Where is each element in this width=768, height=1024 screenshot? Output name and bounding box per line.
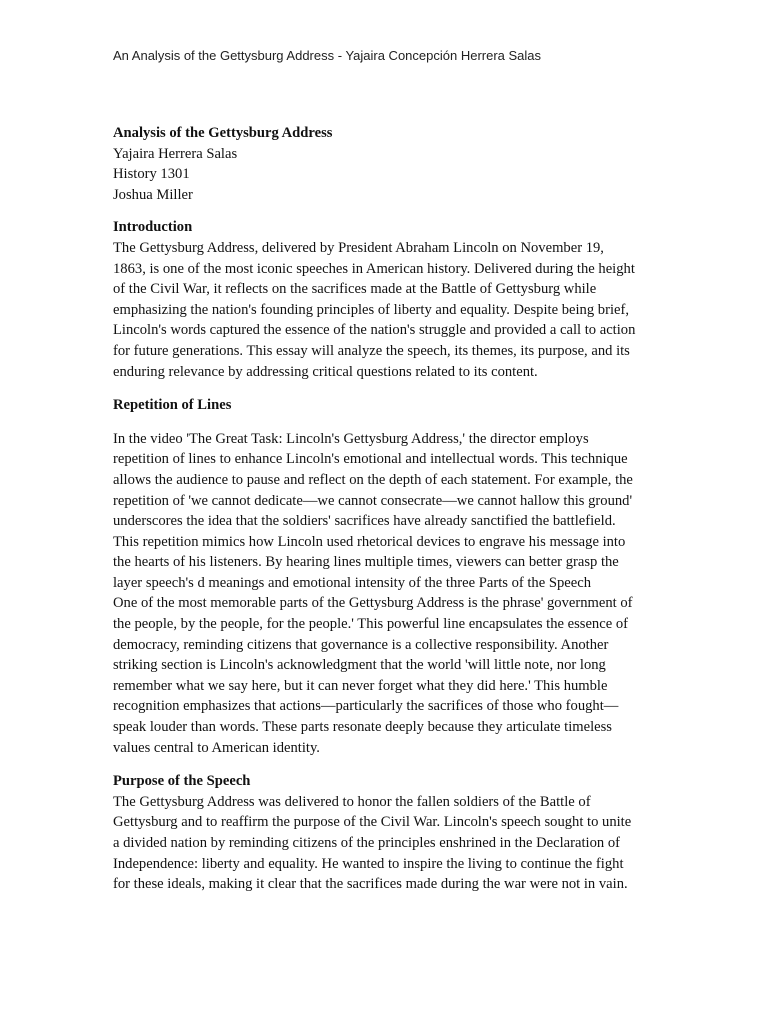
- repetition-heading: Repetition of Lines: [113, 397, 232, 414]
- paragraph-line: repetition of lines to enhance Lincoln's emotional and intellectual words. This technique: [113, 451, 628, 468]
- author-name: Yajaira Herrera Salas: [113, 145, 238, 162]
- paragraph-line: repetition of 'we cannot dedicate—we cannot consecrate—we cannot hallow this ground': [113, 492, 633, 509]
- paragraph-line: a divided nation by reminding citizens of the principles enshrined in the Declaration of: [113, 835, 620, 851]
- paragraph-line: speak louder than words. These parts resonate deeply because they articulate timeless: [113, 719, 612, 736]
- paragraph-line: allows the audience to pause and reflect on the depth of each statement. For example, the: [113, 471, 633, 488]
- paragraph-line: for these ideals, making it clear that the sacrifices made during the war were not in vain.: [113, 876, 628, 893]
- paragraph-line: Lincoln's words captured the essence of the nation's struggle and provided a call to action: [113, 322, 636, 339]
- paragraph-line: recognition emphasizes that actions—particularly the sacrifices of those who fought—: [113, 698, 619, 715]
- introduction-heading: Introduction: [113, 219, 193, 236]
- paragraph-line: Independence: liberty and equality. He wanted to inspire the living to continue the fight: [113, 855, 624, 872]
- paragraph-line: the hearts of his listeners. By hearing lines multiple times, viewers can better grasp the: [113, 554, 619, 571]
- repetition-paragraph: [113, 429, 658, 759]
- repetition-section: [113, 395, 658, 758]
- paragraph-line: for future generations. This essay will analyze the speech, its themes, its purpose, and its: [113, 342, 630, 359]
- document-title: Analysis of the Gettysburg Address: [113, 125, 333, 141]
- introduction-paragraph: [113, 238, 658, 382]
- paragraph-line: striking section is Lincoln's acknowledgment that the world 'will little note, nor long: [113, 657, 606, 674]
- document-body: [113, 123, 658, 895]
- paragraph-line: This repetition mimics how Lincoln used rhetorical devices to engrave his message into: [113, 533, 626, 550]
- paragraph-line: remember what we say here, but it can never forget what they did here.' This humble: [113, 677, 608, 694]
- paragraph-line: One of the most memorable parts of the Gettysburg Address is the phrase' government of: [113, 595, 633, 612]
- running-header: An Analysis of the Gettysburg Address - Yajaira Concepción Herrera Salas: [113, 48, 542, 63]
- paragraph-line: In the video 'The Great Task: Lincoln's Gettysburg Address,' the director employs: [113, 430, 589, 447]
- title-block: [113, 123, 658, 205]
- paragraph-line: enduring relevance by addressing critical questions related to its content.: [113, 363, 538, 380]
- course-name: History 1301: [113, 166, 190, 183]
- paragraph-line: of the Civil War, it reflects on the sacrifices made at the Battle of Gettysburg while: [113, 281, 597, 298]
- purpose-heading: Purpose of the Speech: [113, 773, 251, 790]
- paragraph-line: values central to American identity.: [113, 739, 320, 756]
- paragraph-line: layer speech's d meanings and emotional intensity of the three Parts of the Speech: [113, 574, 592, 591]
- paragraph-line: the people, by the people, for the people.' This powerful line encapsulates the essence of: [113, 616, 628, 633]
- introduction-section: [113, 217, 658, 382]
- instructor-name: Joshua Miller: [113, 186, 193, 203]
- paragraph-line: democracy, reminding citizens that governance is a collective responsibility. Another: [113, 636, 609, 653]
- paragraph-line: The Gettysburg Address, delivered by President Abraham Lincoln on November 19,: [113, 239, 604, 256]
- purpose-paragraph: [113, 792, 658, 895]
- purpose-section: [113, 771, 658, 895]
- paragraph-line: underscores the idea that the soldiers' sacrifices have already sanctified the battlefield.: [113, 513, 616, 530]
- paragraph-line: emphasizing the nation's founding principles of liberty and equality. Despite being brief,: [113, 301, 629, 318]
- paragraph-line: Gettysburg and to reaffirm the purpose of the Civil War. Lincoln's speech sought to unite: [113, 814, 632, 831]
- paragraph-line: The Gettysburg Address was delivered to honor the fallen soldiers of the Battle of: [113, 793, 591, 810]
- paragraph-line: 1863, is one of the most iconic speeches in American history. Delivered during the height: [113, 260, 635, 277]
